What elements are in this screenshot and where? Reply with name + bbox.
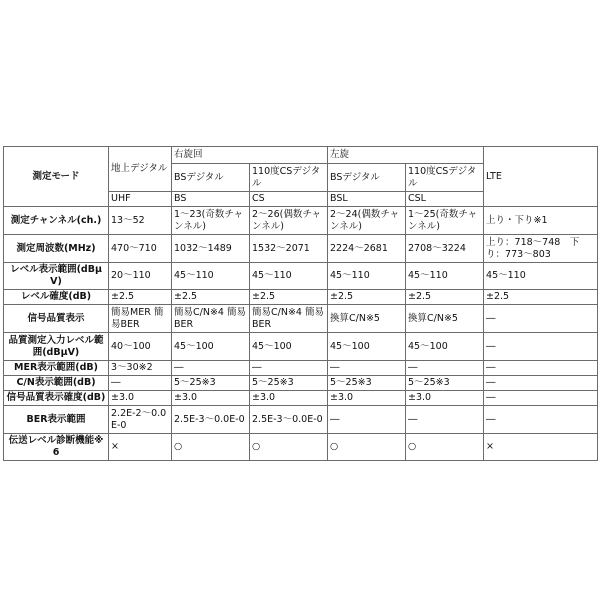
table-cell: 5～25※3 <box>172 376 250 391</box>
table-cell: ○ <box>328 434 406 461</box>
spec-table <box>3 146 598 461</box>
row-label: 伝送レベル診断機能※6 <box>4 434 109 461</box>
mode-header: 測定モード <box>4 147 109 207</box>
table-cell: 1～23(奇数チャンネル) <box>172 207 250 235</box>
table-cell: 2～24(偶数チャンネル) <box>328 207 406 235</box>
table-cell: 換算C/N※5 <box>406 305 484 333</box>
table-row <box>4 376 598 391</box>
table-cell: ― <box>172 361 250 376</box>
table-cell: ○ <box>250 434 328 461</box>
table-cell: 簡易MER 簡易BER <box>109 305 172 333</box>
table-cell: 3～30※2 <box>109 361 172 376</box>
table-row <box>4 333 598 361</box>
table-cell: ±2.5 <box>484 290 598 305</box>
table-cell: 簡易C/N※4 簡易BER <box>250 305 328 333</box>
row-label: BER表示範囲 <box>4 406 109 434</box>
table-cell: 20～110 <box>109 263 172 290</box>
table-cell: ― <box>484 391 598 406</box>
table-cell: ±2.5 <box>172 290 250 305</box>
table-row <box>4 235 598 263</box>
row-label: 測定周波数(MHz) <box>4 235 109 263</box>
cs-digital-right-header: 110度CSデジタル <box>250 164 328 192</box>
table-cell: 45～100 <box>328 333 406 361</box>
lte-header: LTE <box>484 147 598 207</box>
table-cell: ○ <box>172 434 250 461</box>
row-label: 品質測定入力レベル範囲(dBμV) <box>4 333 109 361</box>
table-row <box>4 290 598 305</box>
row-label: 信号品質表示確度(dB) <box>4 391 109 406</box>
table-cell: ― <box>109 376 172 391</box>
table-row <box>4 434 598 461</box>
table-row <box>4 391 598 406</box>
table-cell: 2～26(偶数チャンネル) <box>250 207 328 235</box>
table-cell: 45～100 <box>172 333 250 361</box>
band-uhf: UHF <box>109 192 172 207</box>
table-cell: 1～25(奇数チャンネル) <box>406 207 484 235</box>
table-cell: 45～110 <box>250 263 328 290</box>
band-cs: CS <box>250 192 328 207</box>
table-row <box>4 406 598 434</box>
table-cell: ±2.5 <box>406 290 484 305</box>
table-cell: 13～52 <box>109 207 172 235</box>
table-cell: ― <box>406 406 484 434</box>
table-cell: 45～110 <box>484 263 598 290</box>
table-cell: 45～100 <box>250 333 328 361</box>
table-cell: 1032～1489 <box>172 235 250 263</box>
table-cell: 5～25※3 <box>328 376 406 391</box>
table-cell: 2224～2681 <box>328 235 406 263</box>
left-rotation-header: 左旋 <box>328 147 484 164</box>
band-bs: BS <box>172 192 250 207</box>
cs-digital-left-header: 110度CSデジタル <box>406 164 484 192</box>
table-cell: × <box>484 434 598 461</box>
table-cell: ○ <box>406 434 484 461</box>
row-label: C/N表示範囲(dB) <box>4 376 109 391</box>
table-cell: 45～110 <box>172 263 250 290</box>
table-cell: 1532～2071 <box>250 235 328 263</box>
table-cell: ±2.5 <box>250 290 328 305</box>
table-cell: ±3.0 <box>250 391 328 406</box>
table-cell: 2.2E-2～0.0E-0 <box>109 406 172 434</box>
table-cell: 簡易C/N※4 簡易BER <box>172 305 250 333</box>
table-cell: ±3.0 <box>109 391 172 406</box>
table-cell: 上り：718～748 下り：773～803 <box>484 235 598 263</box>
table-row <box>4 361 598 376</box>
table-row <box>4 263 598 290</box>
band-bsl: BSL <box>328 192 406 207</box>
table-row <box>4 207 598 235</box>
table-cell: ±3.0 <box>406 391 484 406</box>
table-cell: ― <box>484 406 598 434</box>
table-cell: 2.5E-3～0.0E-0 <box>172 406 250 434</box>
table-row <box>4 305 598 333</box>
table-cell: ±3.0 <box>328 391 406 406</box>
table-cell: 40～100 <box>109 333 172 361</box>
right-rotation-header: 右旋回 <box>172 147 328 164</box>
table-cell: ― <box>484 361 598 376</box>
table-cell: ― <box>328 361 406 376</box>
row-label: 信号品質表示 <box>4 305 109 333</box>
table-cell: 2.5E-3～0.0E-0 <box>250 406 328 434</box>
table-cell: ― <box>484 333 598 361</box>
table-cell: 上り・下り※1 <box>484 207 598 235</box>
band-csl: CSL <box>406 192 484 207</box>
bs-digital-left-header: BSデジタル <box>328 164 406 192</box>
row-label: レベル確度(dB) <box>4 290 109 305</box>
table-cell: ― <box>484 376 598 391</box>
table-cell: ±2.5 <box>109 290 172 305</box>
terrestrial-header: 地上デジタル <box>109 147 172 192</box>
table-cell: ±2.5 <box>328 290 406 305</box>
table-cell: 45～100 <box>406 333 484 361</box>
table-cell: 45～110 <box>406 263 484 290</box>
bs-digital-right-header: BSデジタル <box>172 164 250 192</box>
table-cell: 換算C/N※5 <box>328 305 406 333</box>
table-cell: ― <box>484 305 598 333</box>
table-cell: ― <box>406 361 484 376</box>
table-cell: 2708～3224 <box>406 235 484 263</box>
table-cell: ― <box>250 361 328 376</box>
table-cell: 470～710 <box>109 235 172 263</box>
row-label: レベル表示範囲(dBμV) <box>4 263 109 290</box>
table-cell: 45～110 <box>328 263 406 290</box>
table-cell: × <box>109 434 172 461</box>
row-label: 測定チャンネル(ch.) <box>4 207 109 235</box>
table-cell: ±3.0 <box>172 391 250 406</box>
table-cell: 5～25※3 <box>250 376 328 391</box>
row-label: MER表示範囲(dB) <box>4 361 109 376</box>
table-cell: ― <box>328 406 406 434</box>
table-cell: 5～25※3 <box>406 376 484 391</box>
